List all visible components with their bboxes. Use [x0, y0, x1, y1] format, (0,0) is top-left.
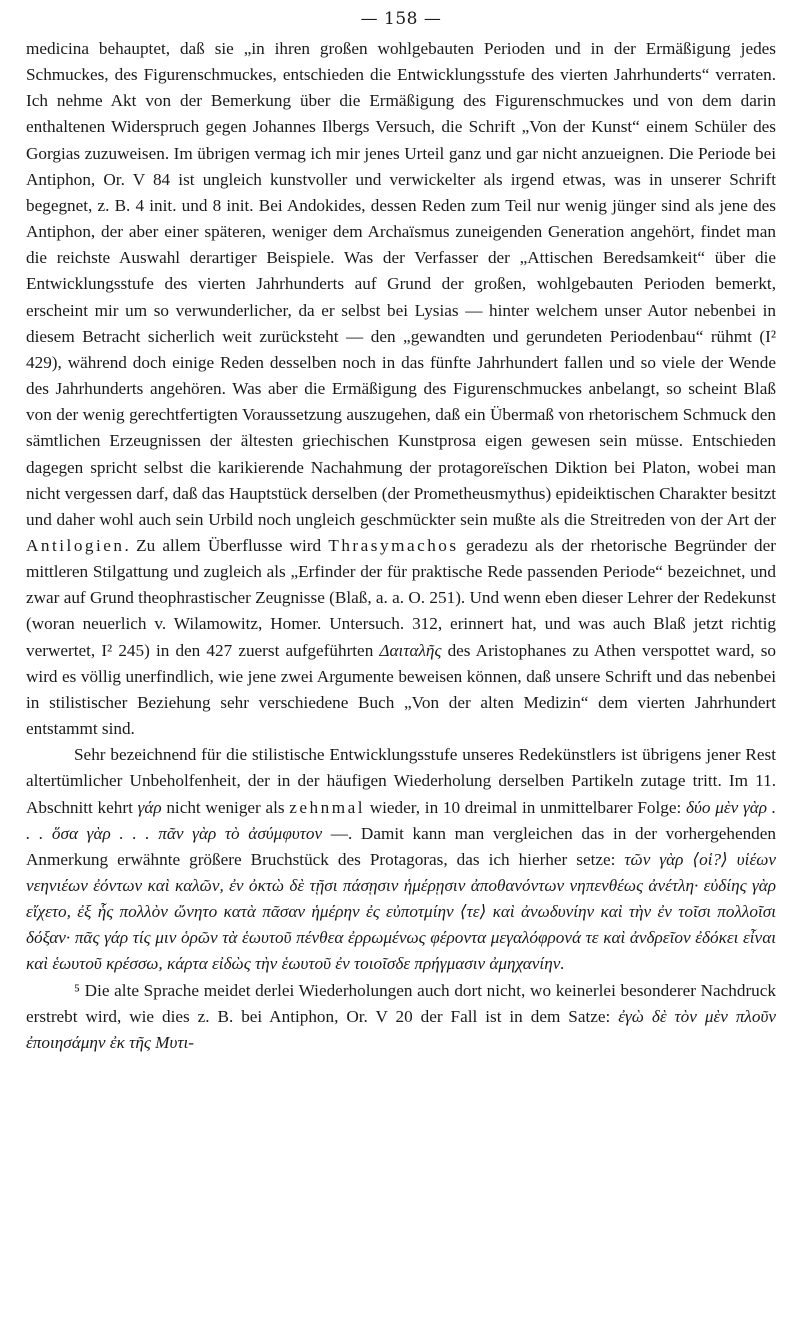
text-run: des Aristophanes zu Athen verspottet ward, so wird es völlig unerfindlich, wie jene zwei Argumente beweisen können, daß unsere Schrift und das nebenbei in stilistischer Beziehung sehr verschiedene Buch „Von der alten Medizin“ dem vierten Jahrhundert entstammt sind.: [26, 640, 776, 739]
paragraph: [26, 36, 776, 742]
greek-text: γάρ: [137, 797, 162, 817]
greek-text: δύο μὲν γὰρ . . . ὅσα γὰρ . . . πᾶν γὰρ τὸ ἀσύμφυτον: [26, 797, 776, 843]
spaced-emphasis: Thrasymachos: [328, 535, 459, 555]
text-run: medicina behauptet, daß sie „in ihren großen wohlgebauten Perioden und in der Ermäßigung jedes Schmuckes, des Figurenschmuckes, entschieden die Entwicklungsstufe des vierten Jahrhunderts“ verraten. Ich nehme Akt von der Bemerkung über die Ermäßigung des Figurenschmuckes und von dem darin enthaltenen Widerspruch gegen Johannes Ilbergs Versuch, die Schrift „Von der Kunst“ einem Schüler des Gorgias zuzuweisen. Im übrigen vermag ich mir jenes Urteil ganz und gar nicht anzueignen. Die Periode bei Antiphon, Or. V 84 ist ungleich kunstvoller und verwickelter als irgend etwas, was in unserer Schrift begegnet, z. B. 4 init. und 8 init. Bei Andokides, dessen Reden zum Teil nur wenig jünger sind als jene des Antiphon, der aber einer späteren, weniger dem Archaïsmus zuneigenden Generation angehört, findet man die reichste Auswahl derartiger Beispiele. Was der Verfasser der „Attischen Beredsamkeit“ über die Entwicklungsstufe des vierten Jahrhunderts auf Grund der großen, wohlgebauten Perioden bemerkt, erscheint mir um so verwunderlicher, da er selbst bei Lysias — hinter welchem unser Autor nebenbei in diesem Betracht sicherlich weit zurücksteht — den „gewandten und gerundeten Periodenbau“ rühmt (I² 429), während doch einige Reden desselben noch in das fünfte Jahrhundert fallen und so viele der Wende des Jahrhunderts angehören. Was aber die Ermäßigung des Figurenschmuckes anbelangt, so scheint Blaß von der wenig gerechtfertigten Voraussetzung auszugehen, daß ein Übermaß von rhetorischem Schmuck den sämtlichen Erzeugnissen der ältesten griechischen Kunstprosa eigen gewesen sein müsse. Entschieden dagegen spricht selbst die karikierende Nachahmung der protagoreïschen Diktion bei Platon, wobei man nicht vergessen darf, daß das Hauptstück derselben (der Prometheusmythus) epideiktischen Charakter besitzt und daher wohl auch sein Urbild noch ungleich geschmückter sein mußte als die Streitreden von der Art der: [26, 39, 776, 529]
greek-text: Δαιταλῆς: [379, 640, 442, 660]
paragraph: [26, 742, 776, 977]
greek-text: ἐγὼ δὲ τὸν μὲν πλοῦν ἐποιησάμην ἐκ τῆς Μυτι-: [26, 1006, 776, 1052]
text-run: —. Damit kann man vergleichen das in der vorhergehenden Anmerkung erwähnte größere Bruchstück des Protagoras, das ich hierher setze:: [26, 823, 776, 869]
text-run: ⁵ Die alte Sprache meidet derlei Wiederholungen auch dort nicht, wo keinerlei besonderer Nachdruck erstrebt wird, wie dies z. B. bei Antiphon, Or. V 20 der Fall ist in dem Satze:: [26, 980, 776, 1026]
text-run: geradezu als der rhetorische Begründer der mittleren Stilgattung und zugleich als „Erfinder der für praktische Rede passenden Periode“ bezeichnet, und zwar auf Grund theophrastischer Zeugnisse (Blaß, a. a. O. 251). Und wenn eben dieser Lehrer der Redekunst (woran neuerlich v. Wilamowitz, Homer. Untersuch. 312, erinnert hat, und was auch Blaß jetzt richtig verwertet, I² 245) in den 427 zuerst aufgeführten: [26, 535, 777, 660]
greek-text: τῶν γὰρ ⟨οἱ?⟩ υἱέων νεηνιέων ἐόντων καὶ καλῶν, ἐν ὀκτὼ δὲ τῇσι πάσῃσιν ἡμέρῃσιν ἀποθανόντων νηπενθέως ἀνέτλη· εὐδίης γὰρ εἴχετο, ἐξ ἧς πολλὸν ὤνητο κατὰ πᾶσαν ἡμέρην ἐς εὐποτμίην ⟨τε⟩ καὶ ἀνωδυνίην καὶ τὴν ἐν τοῖσι πολλοῖσι δόξαν· πᾶς γάρ τίς μιν ὁρῶν τὰ ἑωυτοῦ πένθεα ἐρρωμένως φέροντα μεγαλόφρονά τε καὶ ἀνδρεῖον ἐδόκει εἶναι καὶ ἑωυτοῦ κρέσσω, κάρτα εἰδὼς τὴν ἑωυτοῦ ἐν τοιοῖσδε πρήγμασιν ἀμηχανίην.: [26, 849, 776, 974]
text-run: . Zu allem Überflusse wird: [124, 535, 329, 555]
body-text: [26, 36, 776, 1056]
spaced-emphasis: zehnmal: [289, 797, 366, 817]
spaced-emphasis: Antilogien: [26, 535, 125, 555]
paragraph: [26, 978, 776, 1056]
text-run: wieder, in 10 dreimal in unmittelbarer Folge:: [365, 797, 687, 817]
text-run: Sehr bezeichnend für die stilistische Entwicklungsstufe unseres Redekünstlers ist übrigens jener Rest altertümlicher Unbeholfenheit, der in der häufigen Wiederholung derselben Partikeln zutage tritt. Im 11. Abschnitt kehrt: [26, 745, 776, 817]
page-number: — 158 —: [360, 9, 442, 29]
text-run: nicht weniger als: [161, 797, 290, 817]
